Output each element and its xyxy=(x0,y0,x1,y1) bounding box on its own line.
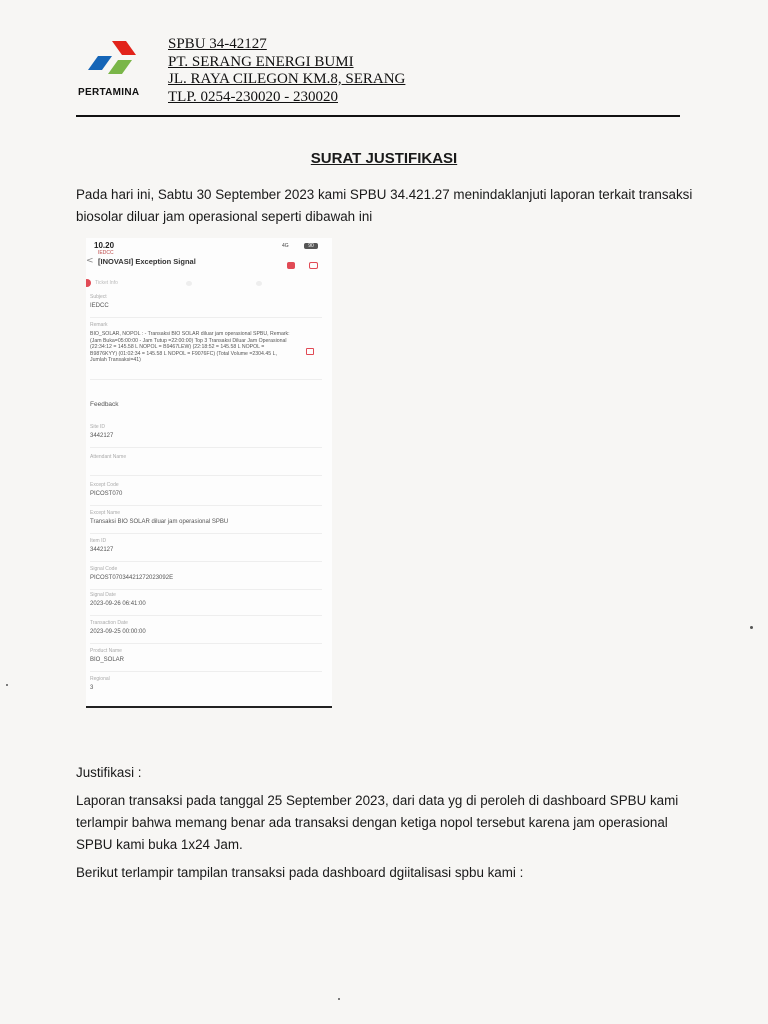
field-value: 3442127 xyxy=(90,433,114,439)
document-title: SURAT JUSTIFIKASI xyxy=(310,150,458,167)
field-signal-date xyxy=(90,592,322,616)
field-feedback[interactable] xyxy=(90,398,322,420)
letterhead-line-1: SPBU 34-42127 xyxy=(168,36,267,52)
scan-speck xyxy=(750,626,753,629)
tab-bar xyxy=(86,278,332,288)
letterhead-address xyxy=(168,36,405,106)
letterhead-divider xyxy=(76,115,680,117)
field-product-name xyxy=(90,648,322,672)
field-label: Site ID xyxy=(90,424,106,430)
field-value: 2023-09-25 00:00:00 xyxy=(90,629,146,635)
field-label: Subject xyxy=(90,294,107,300)
justifikasi-label: Justifikasi : xyxy=(76,765,142,780)
field-value: BIO_SOLAR xyxy=(90,657,125,663)
field-value: 2023-09-26 06:41:00 xyxy=(90,601,146,607)
field-item-id xyxy=(90,538,322,562)
phone-screenshot xyxy=(86,238,332,708)
field-value: 3 xyxy=(90,685,94,691)
field-label: Attendant Name xyxy=(90,454,127,460)
field-label: Signal Date xyxy=(90,592,116,598)
field-label: Except Code xyxy=(90,482,119,488)
field-remark xyxy=(90,322,322,380)
archive-icon[interactable] xyxy=(287,262,295,269)
scan-speck xyxy=(338,998,340,1000)
field-regional xyxy=(90,676,322,700)
field-value: 3442127 xyxy=(90,547,114,553)
field-value: Transaksi BIO SOLAR diluar jam operasional SPBU xyxy=(90,519,229,525)
copy-icon[interactable] xyxy=(306,348,314,355)
letterhead-line-2: PT. SERANG ENERGI BUMI xyxy=(168,53,354,70)
field-except-code xyxy=(90,482,322,506)
field-label: Signal Code xyxy=(90,566,118,572)
field-value: IEDCC xyxy=(90,303,109,309)
email-subject-title: [INOVASI] Exception Signal xyxy=(98,257,196,266)
battery-icon: 90 xyxy=(304,243,318,249)
letterhead-line-3: JL. RAYA CILEGON KM.8, SERANG xyxy=(168,71,406,87)
field-transaction-date xyxy=(90,620,322,644)
field-label: Item ID xyxy=(90,538,107,544)
logo-text: PERTAMINA xyxy=(78,87,140,98)
field-signal-code xyxy=(90,566,322,590)
phone-network: 4G xyxy=(282,243,289,249)
tab-placeholder-icon[interactable] xyxy=(186,281,192,286)
field-except-name xyxy=(90,510,322,534)
letterhead-line-4: TLP. 0254-230020 - 230020 xyxy=(168,88,338,105)
field-label: Remark xyxy=(90,322,108,328)
field-value: PICOST070 xyxy=(90,491,123,497)
scan-speck xyxy=(6,684,8,686)
sender-label: IEDCC xyxy=(98,250,114,256)
tab-indicator-icon xyxy=(86,279,91,287)
back-arrow-icon[interactable]: < xyxy=(86,256,94,266)
field-value: BIO_SOLAR, NOPOL : - Transaksi BIO SOLAR diluar jam operasional SPBU, Remark: (Jam Buka=05:00:00 - Jam Tutup =22:00:00) Top 3 Transaksi Diluar Jam Operasional (22:34:12 = 145.58 L NOPOL = B9467LEW) (22:18:52 = 145.58 L NOPOL = B9876KYY) (01:02:34 = 145.58 L NOPOL = F9076FC) (Total Volume =2304.45 L, Jumlah Transaksi=41) xyxy=(90,331,290,364)
field-value: PICOST07034421272023092E xyxy=(90,575,174,581)
feedback-label: Feedback xyxy=(90,401,119,408)
field-site-id xyxy=(90,424,322,448)
field-label: Except Name xyxy=(90,510,121,516)
phone-time: 10.20 xyxy=(94,241,115,250)
tab-ticket-info[interactable]: Ticket Info xyxy=(95,280,118,286)
tab-placeholder-icon[interactable] xyxy=(256,281,262,286)
field-label: Product Name xyxy=(90,648,122,654)
mail-icon[interactable] xyxy=(309,262,318,269)
closing-paragraph: Berikut terlampir tampilan transaksi pada dashboard dgiitalisasi spbu kami : xyxy=(76,865,524,880)
intro-paragraph: Pada hari ini, Sabtu 30 September 2023 kami SPBU 34.421.27 menindaklanjuti laporan terkait transaksi biosolar diluar jam operasional seperti dibawah ini xyxy=(76,187,693,224)
justification-paragraph: Laporan transaksi pada tanggal 25 September 2023, dari data yg di peroleh di dashboard SPBU kami terlampir bahwa memang benar ada transaksi dengan ketiga nopol tersebut karena jam operasional SPBU kami buka 1x24 Jam. xyxy=(76,793,679,852)
field-label: Transaction Date xyxy=(90,620,128,626)
field-subject xyxy=(90,294,322,318)
field-attendant-name xyxy=(90,454,322,476)
field-label: Regional xyxy=(90,676,110,682)
